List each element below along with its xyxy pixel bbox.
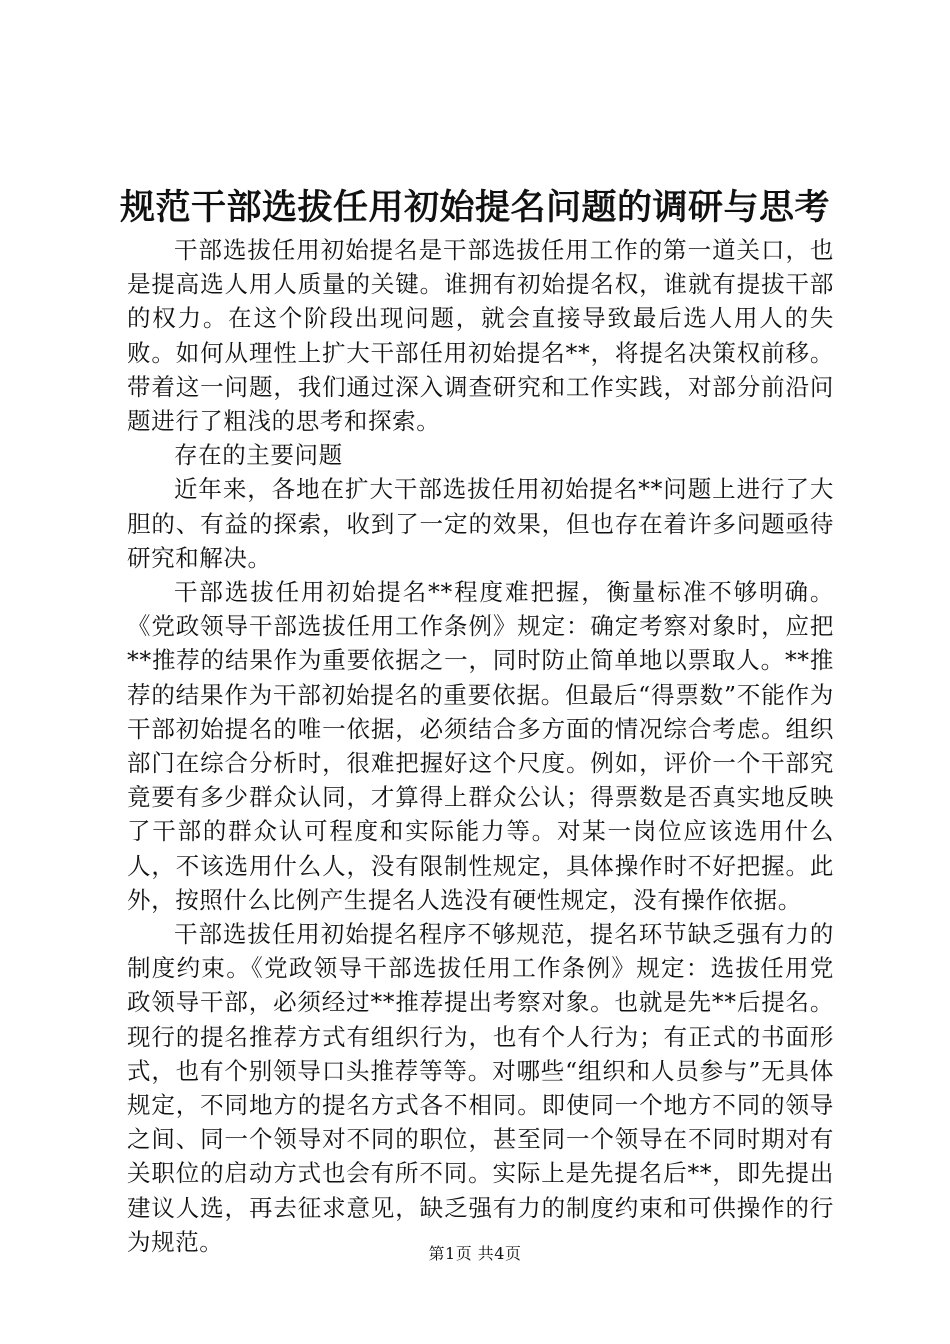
document-body (127, 233, 834, 1259)
section-heading: 存在的主要问题 (174, 441, 343, 470)
paragraph-intro: 干部选拔任用初始提名是干部选拔任用工作的第一道关口，也是提高选人用人质量的关键。谁拥有初始提名权，谁就有提拔干部的权力。在这个阶段出现问题，就会直接导致最后选人用人的失败。如何从理性上扩大干部任用初始提名**，将提名决策权前移。带着这一问题，我们通过深入调查研究和工作实践，对部分前沿问题进行了粗浅的思考和探索。 (127, 236, 834, 436)
paragraph-procedure: 干部选拔任用初始提名程序不够规范，提名环节缺乏强有力的制度约束。《党政领导干部选拔任用工作条例》规定：选拔任用党政领导干部，必须经过**推荐提出考察对象。也就是先**后提名。现行的提名推荐方式有组织行为，也有个人行为；有正式的书面形式，也有个别领导口头推荐等等。对哪些“组织和人员参与”无具体规定，不同地方的提名方式各不相同。即使同一个地方不同的领导之间、同一个领导对不同的职位，甚至同一个领导在不同时期对有关职位的启动方式也会有所不同。实际上是先提名后**，即先提出建议人选，再去征求意见，缺乏强有力的制度约束和可供操作的行为规范。 (127, 920, 834, 1256)
paragraph-overview: 近年来，各地在扩大干部选拔任用初始提名**问题上进行了大胆的、有益的探索，收到了一定的效果，但也存在着许多问题亟待研究和解决。 (127, 475, 834, 572)
document-title: 规范干部选拔任用初始提名问题的调研与思考 (119, 187, 830, 228)
page-footer: 第1页 共4页 (428, 1244, 522, 1263)
paragraph-standards: 干部选拔任用初始提名**程度难把握，衡量标准不够明确。《党政领导干部选拔任用工作条例》规定：确定考察对象时，应把**推荐的结果作为重要依据之一，同时防止简单地以票取人。**推荐的结果作为干部初始提名的重要依据。但最后“得票数”不能作为干部初始提名的唯一依据，必须结合多方面的情况综合考虑。组织部门在综合分析时，很难把握好这个尺度。例如，评价一个干部究竟要有多少群众认同，才算得上群众公认；得票数是否真实地反映了干部的群众认可程度和实际能力等。对某一岗位应该选用什么人，不该选用什么人，没有限制性规定，具体操作时不好把握。此外，按照什么比例产生提名人选没有硬性规定，没有操作依据。 (127, 578, 834, 914)
